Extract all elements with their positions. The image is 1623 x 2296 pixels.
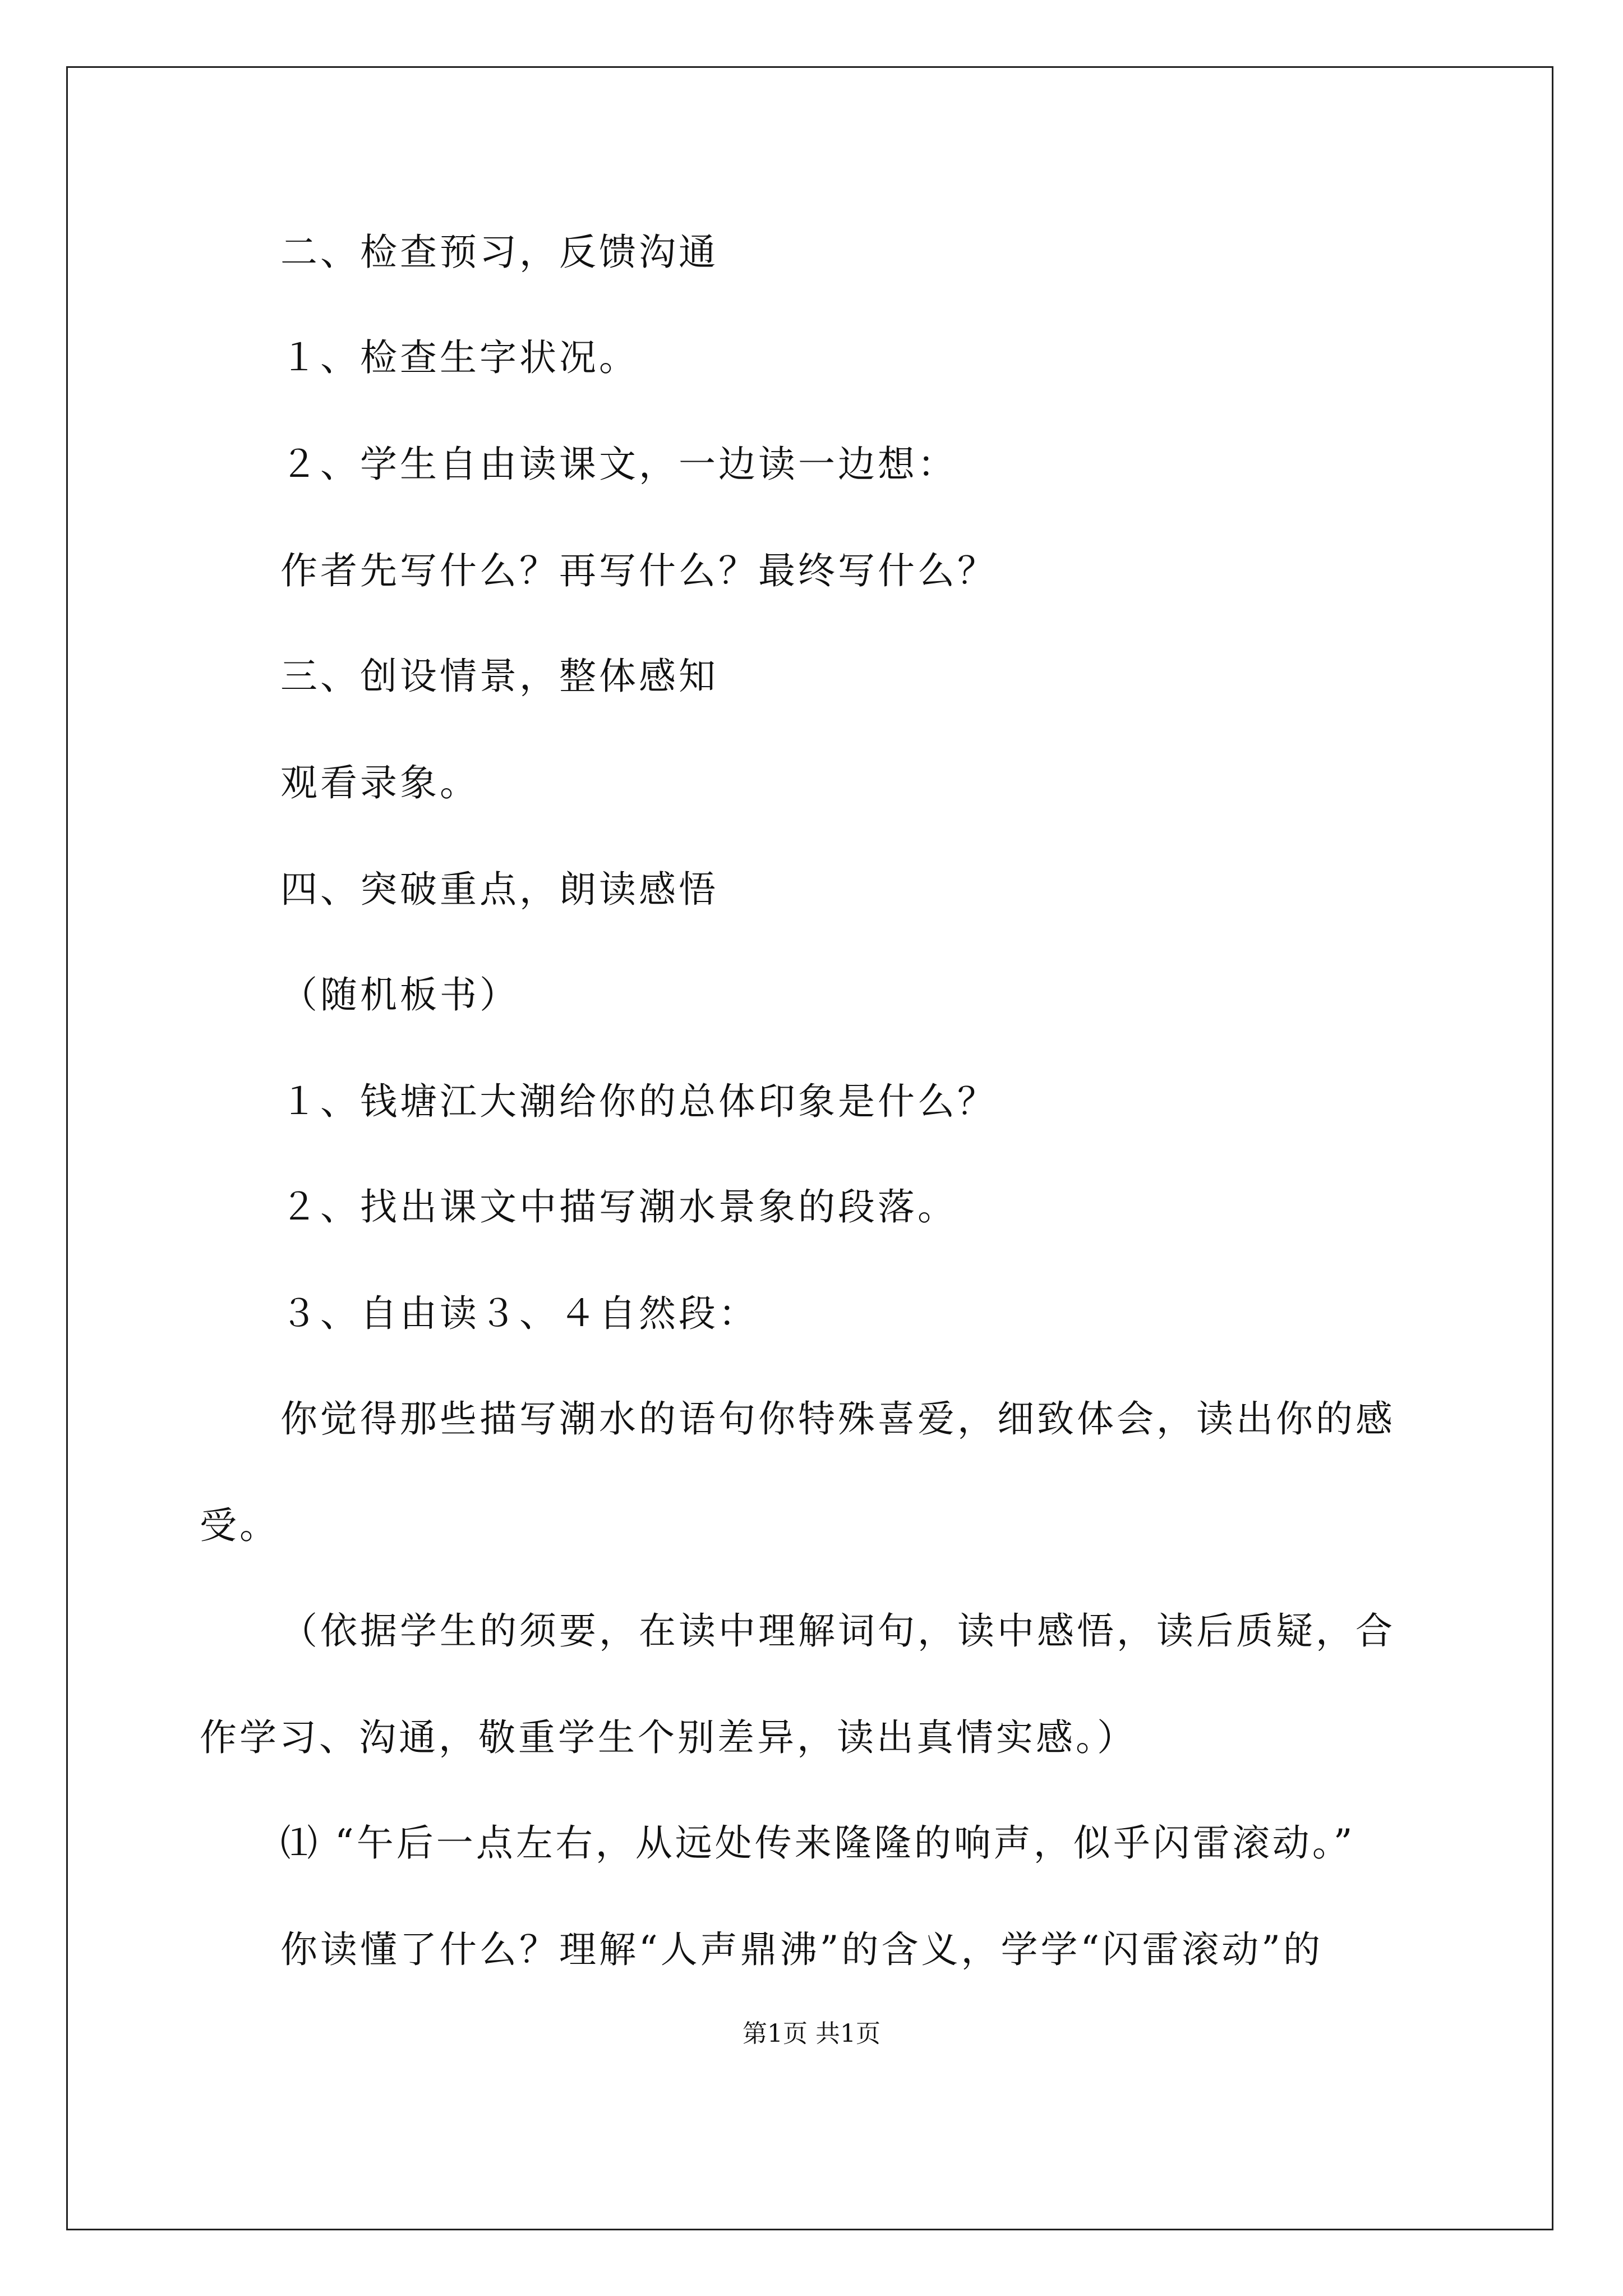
page-border xyxy=(66,66,1553,2230)
text-line: ３、自由读３、４自然段： xyxy=(280,1292,758,1335)
page-footer: 第1页 共1页 xyxy=(743,2019,880,2048)
text-line: ⑴ “午后一点左右，从远处传来隆隆的响声，似乎闪雷滚动。” xyxy=(280,1821,1355,1865)
text-line: 三、创设情景，整体感知 xyxy=(280,655,718,698)
text-line: 观看录象。 xyxy=(280,761,479,804)
text-line: 二、检查预习，反馈沟通 xyxy=(280,231,718,274)
text-line: ２、学生自由读课文，一边读一边想： xyxy=(280,443,957,486)
text-line: １、检查生字状况。 xyxy=(280,336,639,379)
text-line: 作学习、沟通，敬重学生个别差异，读出真情实感。） xyxy=(200,1716,1137,1759)
text-line: ２、找出课文中描写潮水景象的段落。 xyxy=(280,1185,957,1228)
text-line: 你觉得那些描写潮水的语句你特殊喜爱，细致体会，读出你的感 xyxy=(280,1397,1395,1441)
text-line: 四、突破重点，朗读感悟 xyxy=(280,868,718,911)
text-line: （随机板书） xyxy=(280,973,519,1016)
text-line: １、钱塘江大潮给你的总体印象是什么？ xyxy=(280,1080,997,1123)
text-line: 受。 xyxy=(200,1504,279,1547)
text-line: （依据学生的须要，在读中理解词句，读中感悟，读后质疑，合 xyxy=(280,1609,1395,1653)
text-line: 作者先写什么？再写什么？最终写什么？ xyxy=(280,549,997,592)
text-line: 你读懂了什么？理解“人声鼎沸”的含义，学学“闪雷滚动”的 xyxy=(280,1928,1323,1971)
